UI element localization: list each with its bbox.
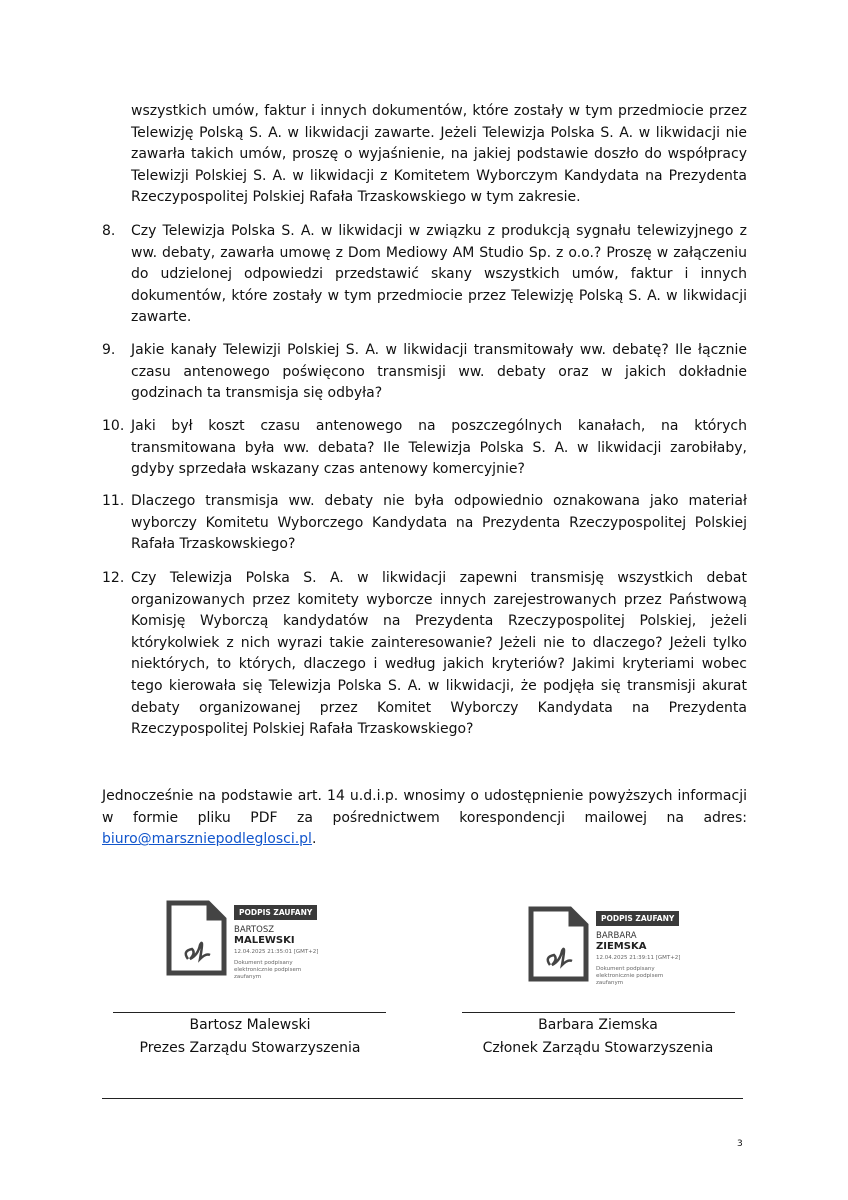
item-text: Czy Telewizja Polska S. A. w likwidacji zapewni transmisję wszystkich debat organizowanych przez komitety wyborcze innych zarejestrowanych przez Państwową Komisję Wyborczą kandydatów na Prezydenta Rzeczypospolitej Polskiej, jeżeli którykolwiek z nich wyrazi takie zainteresowanie? Jeżeli nie to dlaczego? Jeżeli tylko niektórych, to których, dlaczego i według jakich kryteriów? Jakimi kryteriami wobec tego kierowała się Telewizja Polska S. A. w likwidacji, że podjęła się transmisji akurat debaty organizowanej przez Komitet Wyborczy Kandydata na Prezydenta Rzeczypospolitej Polskiej Rafała Trzaskowskiego? <box>131 570 747 738</box>
signer-name: Barbara Ziemska <box>538 1017 658 1033</box>
footer-divider <box>102 1098 743 1099</box>
signature-badge: PODPIS ZAUFANY <box>234 905 317 920</box>
signature-date: 12.04.2025 21:39:11 [GMT+2] <box>596 955 681 961</box>
signer-name: Bartosz Malewski <box>189 1017 311 1033</box>
item-number: 11. <box>102 493 125 509</box>
item-text: Jakie kanały Telewizji Polskiej S. A. w likwidacji transmitowały ww. debatę? Ile łącznie czasu antenowego poświęcono transmisji ww. debaty oraz w jakich dokładnie godzinach ta transmisja się odbyła? <box>131 342 747 402</box>
signature-line <box>113 1012 386 1013</box>
signed-document-icon <box>166 897 228 977</box>
trusted-signature-stamp <box>166 897 366 987</box>
signature-date: 12.04.2025 21:35:01 [GMT+2] <box>234 949 319 955</box>
signature-line <box>462 1012 735 1013</box>
list-item <box>102 491 747 556</box>
item-number: 10. <box>102 418 125 434</box>
signature-badge: PODPIS ZAUFANY <box>596 911 679 926</box>
closing-paragraph <box>102 786 747 851</box>
item-number: 9. <box>102 342 116 358</box>
signature-description: Dokument podpisany elektronicznie podpisem zaufanym <box>596 966 664 986</box>
item-number: 12. <box>102 570 125 586</box>
closing-text: Jednocześnie na podstawie art. 14 u.d.i.p. wnosimy o udostępnienie powyższych informacji w formie pliku PDF za pośrednictwem korespondencji mailowej na adres: <box>102 788 747 826</box>
item-text: Jaki był koszt czasu antenowego na poszczególnych kanałach, na których transmitowana była ww. debata? Ile Telewizja Polska S. A. w likwidacji zarobiłaby, gdyby sprzedała wskazany czas antenowy komercyjnie? <box>131 418 747 478</box>
item-text: Czy Telewizja Polska S. A. w likwidacji w związku z produkcją sygnału telewizyjnego z ww. debaty, zawarła umowę z Dom Mediowy AM Studio Sp. z o.o.? Proszę w załączeniu do udzielonej odpowiedzi przedstawić skany wszystkich umów, faktur i innych dokumentów, które zostały w tym przedmiocie przez Telewizję Polską S. A. w likwidacji zawarte. <box>131 223 747 326</box>
signer-last-name: ZIEMSKA <box>596 941 647 952</box>
signed-document-icon <box>528 903 590 983</box>
signature-description: Dokument podpisany elektronicznie podpisem zaufanym <box>234 960 302 980</box>
list-item <box>102 340 747 405</box>
signer-role: Prezes Zarządu Stowarzyszenia <box>139 1040 361 1056</box>
trusted-signature-stamp <box>528 903 728 993</box>
list-item <box>102 221 747 329</box>
item-text: Dlaczego transmisja ww. debaty nie była odpowiednio oznakowana jako materiał wyborczy Komitetu Wyborczego Kandydata na Prezydenta Rzeczypospolitej Polskiej Rafała Trzaskowskiego? <box>131 493 747 553</box>
signer-first-name: BARBARA <box>596 931 637 941</box>
signer-last-name: MALEWSKI <box>234 935 295 946</box>
continuation-paragraph: wszystkich umów, faktur i innych dokumentów, które zostały w tym przedmiocie przez Telewizję Polską S. A. w likwidacji zawarte. Jeżeli Telewizja Polska S. A. w likwidacji nie zawarła takich umów, proszę o wyjaśnienie, na jakiej podstawie doszło do współpracy Telewizji Polskiej S. A. w likwidacji z Komitetem Wyborczym Kandydata na Prezydenta Rzeczypospolitej Polskiej Rafała Trzaskowskiego w tym zakresie. <box>131 103 747 206</box>
signer-role: Członek Zarządu Stowarzyszenia <box>482 1040 714 1056</box>
list-item <box>102 568 747 741</box>
closing-end: . <box>311 831 317 848</box>
item-number: 8. <box>102 223 116 239</box>
page-number: 3 <box>737 1139 743 1149</box>
signer-first-name: BARTOSZ <box>234 925 275 935</box>
email-link[interactable]: biuro@marszniepodleglosci.pl <box>102 831 312 848</box>
list-item <box>102 416 747 481</box>
